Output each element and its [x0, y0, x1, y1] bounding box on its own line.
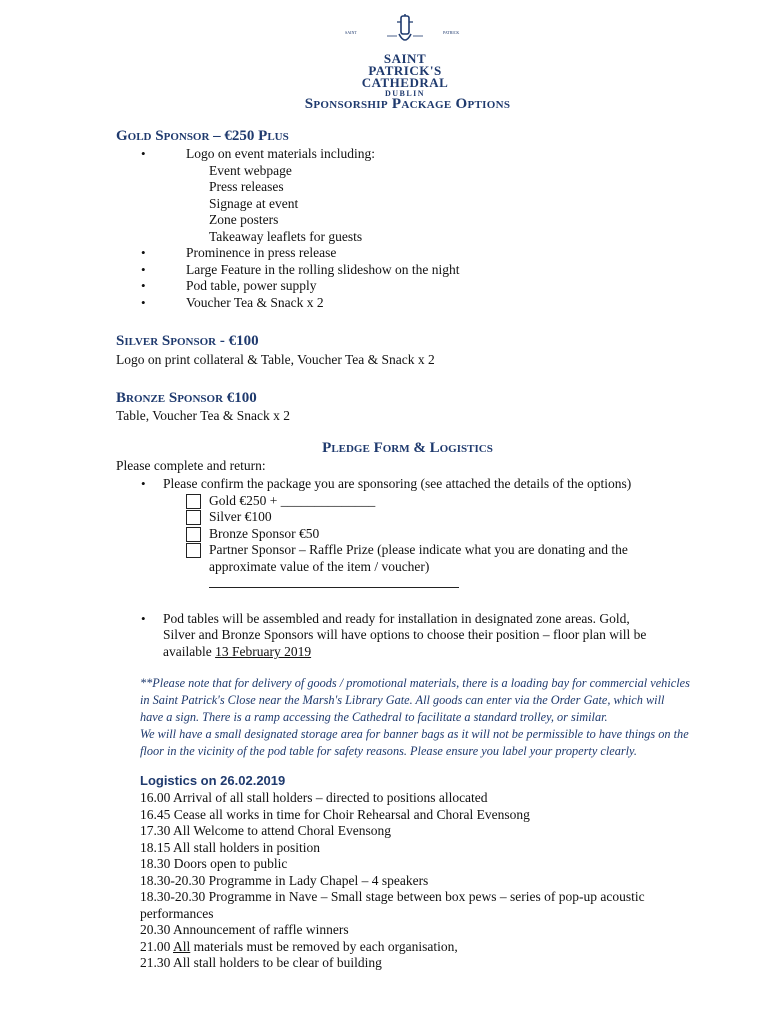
partner-option-continued: approximate value of the item / voucher): [209, 559, 430, 574]
bullet-icon: •: [141, 476, 146, 491]
silver-option-checkbox[interactable]: [186, 510, 201, 525]
removal-text: materials must be removed by each organisation,: [190, 939, 458, 954]
bullet-icon: •: [141, 245, 146, 260]
silver-heading: Silver Sponsor - €100: [116, 333, 259, 349]
bullet-icon: •: [141, 611, 146, 626]
gold-option-label: Gold €250 + ______________: [209, 493, 376, 508]
delivery-note-line: We will have a small designated storage area for banner bags as it will not be permissible to have things on the: [140, 727, 689, 741]
removal-time: 21.00: [140, 939, 174, 954]
cathedral-crest-icon: [385, 14, 425, 48]
logistics-item: 18.30-20.30 Programme in Lady Chapel – 4 speakers: [140, 873, 429, 888]
pod-tables-line-3: [163, 644, 311, 660]
gold-intro: Logo on event materials including:: [186, 146, 375, 161]
gold-bullet: Pod table, power supply: [186, 278, 317, 293]
partner-option-checkbox[interactable]: [186, 543, 201, 558]
delivery-note-line: floor in the vicinity of the pod table for safety reasons. Please ensure you label your property clearly.: [140, 744, 637, 758]
logistics-item: 21.30 All stall holders to be clear of building: [140, 955, 382, 970]
bullet-icon: •: [141, 146, 146, 161]
logistics-item: 18.15 All stall holders in position: [140, 840, 321, 855]
delivery-note-line: have a sign. There is a ramp accessing the Cathedral to facilitate a standard trolley, or similar.: [140, 710, 608, 724]
logistics-item: 16.00 Arrival of all stall holders – directed to positions allocated: [140, 790, 488, 805]
floor-plan-date: 13 February 2019: [215, 644, 312, 659]
logistics-item: performances: [140, 906, 214, 921]
logistics-item: 17.30 All Welcome to attend Choral Evensong: [140, 823, 391, 838]
gold-material: Takeaway leaflets for guests: [209, 229, 363, 244]
logistics-item: 18.30 Doors open to public: [140, 856, 288, 871]
gold-material: Press releases: [209, 179, 284, 194]
gold-bullet: Large Feature in the rolling slideshow on the night: [186, 262, 460, 277]
logo-small-right: PATRICK: [443, 30, 460, 35]
logistics-item: 20.30 Announcement of raffle winners: [140, 922, 349, 937]
bullet-icon: •: [141, 278, 146, 293]
gold-heading: Gold Sponsor – €250 Plus: [116, 128, 289, 144]
page-title: Sponsorship Package Options: [304, 96, 511, 112]
pledge-confirm: Please confirm the package you are sponsoring (see attached the details of the options): [163, 476, 632, 491]
logistics-item-removal: [140, 939, 458, 955]
logo-small-left: SAINT: [345, 30, 357, 35]
logistics-heading: Logistics on 26.02.2019: [140, 773, 286, 788]
logistics-item: 16.45 Cease all works in time for Choir Rehearsal and Choral Evensong: [140, 807, 530, 822]
gold-bullet: Voucher Tea & Snack x 2: [186, 295, 324, 310]
gold-material: Signage at event: [209, 196, 299, 211]
partner-prize-input-line[interactable]: [209, 587, 459, 588]
bronze-text: Table, Voucher Tea & Snack x 2: [116, 408, 290, 423]
silver-text: Logo on print collateral & Table, Voucher Tea & Snack x 2: [116, 352, 435, 367]
bullet-icon: •: [141, 295, 146, 310]
bronze-option-checkbox[interactable]: [186, 527, 201, 542]
gold-material: Zone posters: [209, 212, 279, 227]
pod-tables-line-1: Pod tables will be assembled and ready for installation in designated zone areas. Gold,: [163, 611, 630, 626]
gold-option-checkbox[interactable]: [186, 494, 201, 509]
gold-bullet: Prominence in press release: [186, 245, 337, 260]
pod-available-text: available: [163, 644, 216, 659]
delivery-note-line: in Saint Patrick's Close near the Marsh's Library Gate. All goods can enter via the Order Gate, which will: [140, 693, 665, 707]
logo-line-4: DUBLIN: [384, 89, 426, 98]
partner-option-label: Partner Sponsor – Raffle Prize (please indicate what you are donating and the: [209, 542, 628, 557]
cathedral-logo: [345, 14, 460, 99]
logistics-item: 18.30-20.30 Programme in Nave – Small stage between box pews – series of pop-up acoustic: [140, 889, 645, 904]
pod-tables-line-2: Silver and Bronze Sponsors will have options to choose their position – floor plan will be: [163, 627, 647, 642]
bullet-icon: •: [141, 262, 146, 277]
logo-line-1: SAINT: [383, 51, 427, 66]
logo-line-2: PATRICK'S: [368, 63, 442, 78]
delivery-note-line: **Please note that for delivery of goods / promotional materials, there is a loading bay for commercial vehicles: [140, 676, 690, 690]
pledge-intro: Please complete and return:: [116, 458, 266, 473]
bronze-option-label: Bronze Sponsor €50: [209, 526, 320, 541]
logo-line-3: CATHEDRAL: [361, 75, 449, 90]
gold-material: Event webpage: [209, 163, 292, 178]
pledge-heading: Pledge Form & Logistics: [322, 440, 493, 456]
bronze-heading: Bronze Sponsor €100: [116, 390, 257, 406]
silver-option-label: Silver €100: [209, 509, 272, 524]
removal-all-emphasis: All: [173, 939, 191, 954]
